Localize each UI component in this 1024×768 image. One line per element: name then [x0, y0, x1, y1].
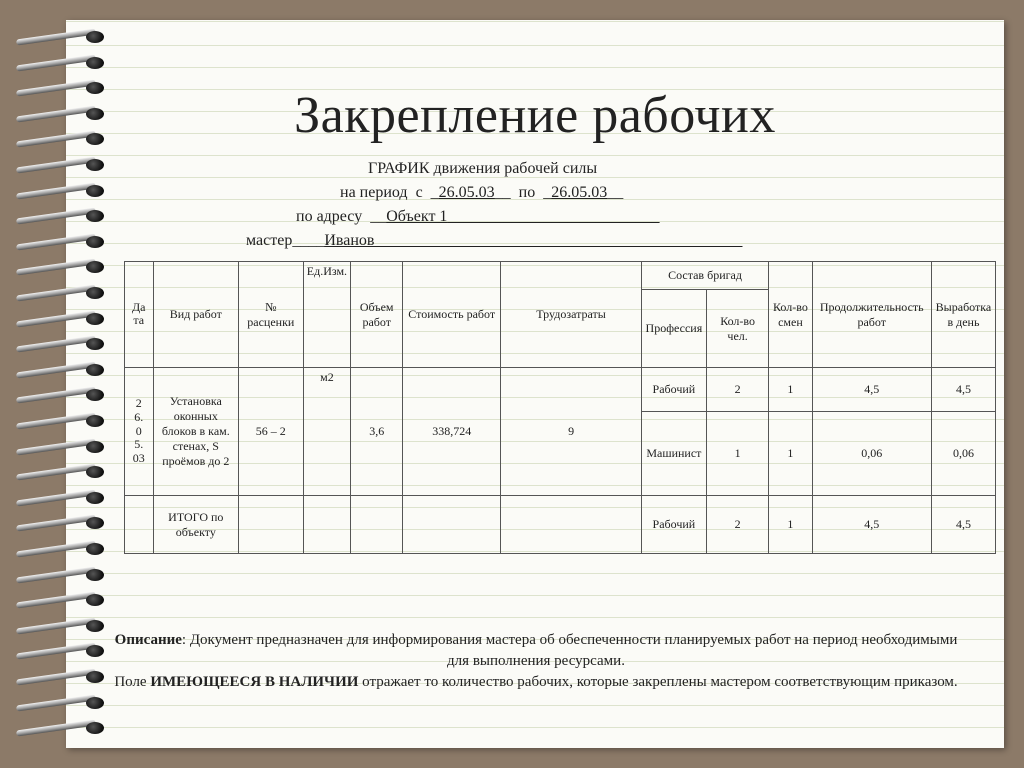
header-volume: Объем работ — [351, 262, 403, 368]
spiral-ring — [16, 670, 108, 684]
spiral-ring — [16, 312, 108, 326]
cell-profession: Машинист — [641, 412, 706, 496]
cell-duration: 4,5 — [812, 368, 931, 412]
spiral-ring — [16, 260, 108, 274]
header-output: Выработка в день — [931, 262, 995, 368]
spiral-ring — [16, 81, 108, 95]
cell-count: 1 — [706, 412, 768, 496]
spiral-ring — [16, 721, 108, 735]
master-value: Иванов______________________________________________ — [324, 232, 743, 249]
cell-output: 0,06 — [931, 412, 995, 496]
header-shifts: Кол-во смен — [769, 262, 812, 368]
spiral-ring — [16, 107, 108, 121]
spiral-ring — [16, 158, 108, 172]
cell-labor: 9 — [501, 368, 642, 496]
date-from: 26.05.03 — [438, 184, 495, 201]
spiral-ring — [16, 132, 108, 146]
spiral-ring — [16, 184, 108, 198]
spiral-ring — [16, 56, 108, 70]
cell-profession: Рабочий — [641, 368, 706, 412]
notebook-page — [66, 20, 1004, 748]
spiral-ring — [16, 619, 108, 633]
spiral-ring — [16, 568, 108, 582]
cell-count: 2 — [706, 368, 768, 412]
header-labor: Трудозатраты — [501, 262, 642, 368]
header-unit: Ед.Изм. — [303, 262, 351, 368]
cell-output: 4,5 — [931, 496, 995, 554]
cell-shifts: 1 — [769, 496, 812, 554]
workforce-table — [124, 261, 996, 554]
table-row — [125, 368, 996, 412]
spiral-ring — [16, 465, 108, 479]
cell-shifts: 1 — [769, 412, 812, 496]
spiral-ring — [16, 363, 108, 377]
spiral-ring — [16, 337, 108, 351]
cell-total-label: ИТОГО по объекту — [153, 496, 239, 554]
address-line: по адресу __Объект 1_______________ ___________ — [296, 208, 660, 225]
header-count: Кол-во чел. — [706, 290, 768, 368]
field-name: ИМЕЮЩЕЕСЯ В НАЛИЧИИ — [150, 674, 359, 690]
spiral-ring — [16, 542, 108, 556]
cell-cost: 338,724 — [403, 368, 501, 496]
cell-rate-no: 56 – 2 — [239, 368, 303, 496]
cell-duration: 0,06 — [812, 412, 931, 496]
master-line: мастер____Иванов______________________________________________ — [246, 232, 743, 249]
header-duration: Продолжительность работ — [812, 262, 931, 368]
header-work-type: Вид работ — [153, 262, 239, 368]
spiral-ring — [16, 593, 108, 607]
date-to: 26.05.03 — [551, 184, 608, 201]
cell-work-type: Установка оконных блоков в кам. стенах, S проёмов до 2 — [153, 368, 239, 496]
spiral-ring — [16, 30, 108, 44]
spiral-ring — [16, 414, 108, 428]
header-profession: Профессия — [641, 290, 706, 368]
spiral-ring — [16, 644, 108, 658]
cell-duration: 4,5 — [812, 496, 931, 554]
cell-profession: Рабочий — [641, 496, 706, 554]
spiral-ring — [16, 440, 108, 454]
period-line: на период с _26.05.03__ по _26.05.03__ — [340, 184, 624, 201]
header-crew: Состав бригад — [641, 262, 768, 290]
table-row — [125, 496, 996, 554]
cell-output: 4,5 — [931, 368, 995, 412]
cell-volume: 3,6 — [351, 368, 403, 496]
spiral-ring — [16, 491, 108, 505]
header-rate-no: № расценки — [239, 262, 303, 368]
spiral-ring — [16, 388, 108, 402]
spiral-ring — [16, 235, 108, 249]
address-value: Объект 1 — [386, 208, 448, 225]
cell-date: 26.05.03 — [125, 368, 154, 496]
spiral-binding — [0, 30, 110, 750]
cell-count: 2 — [706, 496, 768, 554]
cell-unit: м2 — [303, 368, 351, 496]
header-cost: Стоимость работ — [403, 262, 501, 368]
cell-shifts: 1 — [769, 368, 812, 412]
header-date: Дата — [125, 262, 154, 368]
spiral-ring — [16, 209, 108, 223]
page-title: Закрепление рабочих — [294, 87, 776, 144]
spiral-ring — [16, 516, 108, 530]
schedule-title: ГРАФИК движения рабочей силы — [368, 160, 598, 177]
description: Описание: Документ предназначен для информирования мастера об обеспеченности планируемых работ на период необходимыми для выполнения ресурсами. Поле ИМЕЮЩЕЕСЯ В НАЛИЧИИ отражает то количество рабочих, которые закреплены мастером соответствующим приказом. — [114, 632, 958, 690]
description-label: Описание — [114, 632, 182, 648]
spiral-ring — [16, 286, 108, 300]
spiral-ring — [16, 696, 108, 710]
